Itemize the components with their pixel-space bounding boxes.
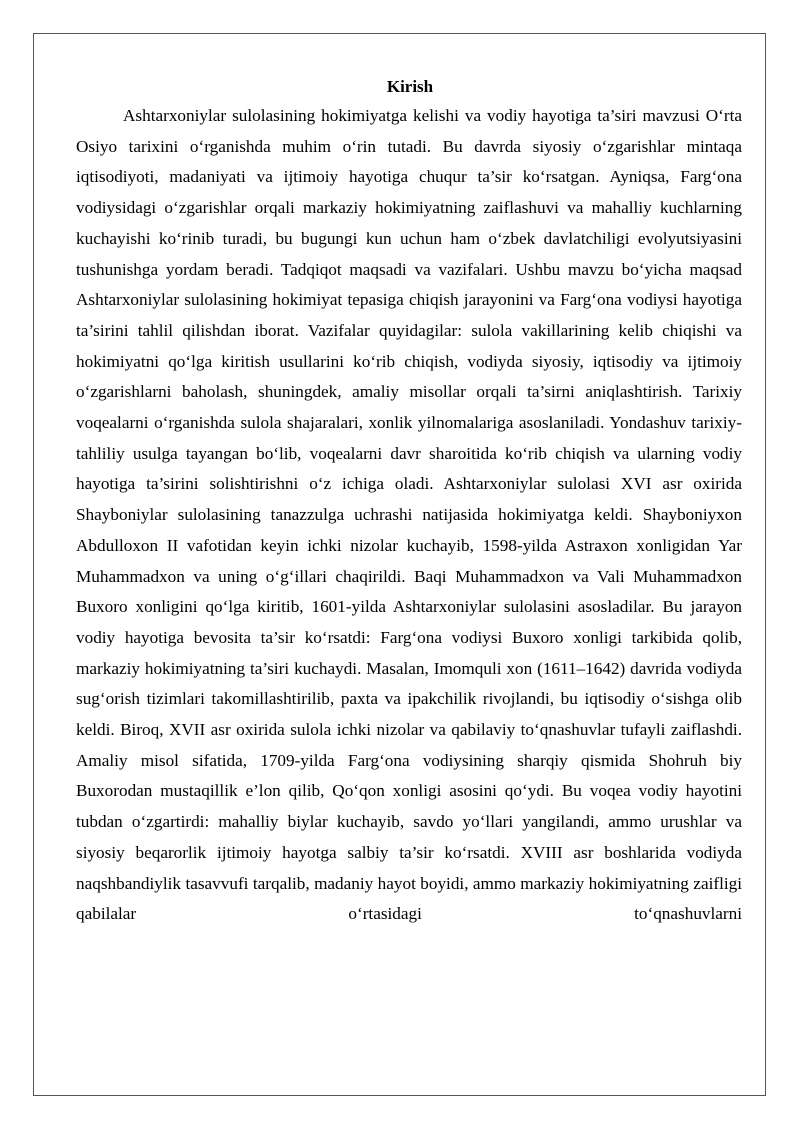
intro-paragraph: Ashtarxoniylar sulolasining hokimiyatga kelishi va vodiy hayotiga ta’siri mavzusi O‘rta Osiyo tarixini o‘rganishda muhim o‘rin tutadi. Bu davrda siyosiy o‘zgarishlar mintaqa iqtisodiyoti, madaniyati va ijtimoiy hayotiga chuqur ta’sir ko‘rsatgan. Ayniqsa, Farg‘ona vodiysidagi o‘zgarishlar orqali markaziy hokimiyatning zaiflashuvi va mahalliy kuchlarning kuchayishi ko‘rinib turadi, bu bugungi kun uchun ham o‘zbek davlatchiligi evolyutsiyasini tushunishga yordam beradi. Tadqiqot maqsadi va vazifalari. Ushbu mavzu bo‘yicha maqsad Ashtarxoniylar sulolasining hokimiyat tepasiga chiqish jarayonini va Farg‘ona vodiysi hayotiga ta’sirini tahlil qilishdan iborat. Vazifalar quyidagilar: sulola vakillarining kelib chiqishi va hokimiyatni qo‘lga kiritish usullarini ko‘rib chiqish, vodiyda siyosiy, iqtisodiy va ijtimoiy o‘zgarishlarni baholash, shuningdek, amaliy misollar orqali ta’sirni aniqlashtirish. Tarixiy voqealarni o‘rganishda sulola shajaralari, xonlik yilnomalariga asoslaniladi. Yondashuv tarixiy-tahliliy usulga tayangan bo‘lib, voqealarni davr sharoitida ko‘rib chiqish va ularning vodiy hayotiga ta’sirini solishtirishni o‘z ichiga oladi. Ashtarxoniylar sulolasi XVI asr oxirida Shayboniylar sulolasining tanazzulga uchrashi natijasida hokimiyatga keldi. Shayboniyxon Abdulloxon II vafotidan keyin ichki nizolar kuchayib, 1598-yilda Astraxon xonligidan Yar Muhammadxon va uning o‘g‘illari chaqirildi. Baqi Muhammadxon va Vali Muhammadxon Buxoro xonligini qo‘lga kiritib, 1601-yilda Ashtarxoniylar sulolasini asosladilar. Bu jarayon vodiy hayotiga bevosita ta’sir ko‘rsatdi: Farg‘ona vodiysi Buxoro xonligi tarkibida qolib, markaziy hokimiyatning ta’siri kuchaydi. Masalan, Imomquli xon (1611–1642) davrida vodiyda sug‘orish tizimlari takomillashtirilib, paxta va ipakchilik rivojlandi, bu iqtisodiy o‘sishga olib keldi. Biroq, XVII asr oxirida sulola ichki nizolar va qabilaviy to‘qnashuvlar tufayli zaiflashdi. Amaliy misol sifatida, 1709-yilda Farg‘ona vodiysining sharqiy qismida Shohruh biy Buxorodan mustaqillik e’lon qilib, Qo‘qon xonligi asosini qo‘ydi. Bu voqea vodiy hayotini tubdan o‘zgartirdi: mahalliy biylar kuchayib, savdo yo‘llari yangilandi, ammo urushlar va siyosiy beqarorlik ijtimoiy hayotga salbiy ta’sir ko‘rsatdi. XVIII asr boshlarida vodiyda naqshbandiylik tasavvufi tarqalib, madaniy hayot boyidi, ammo markaziy hokimiyatning zaifligi qabilalar o‘rtasidagi to‘qnashuvlarni — [76, 106, 742, 924]
document-body — [76, 73, 742, 930]
section-title: Kirish — [386, 77, 434, 96]
